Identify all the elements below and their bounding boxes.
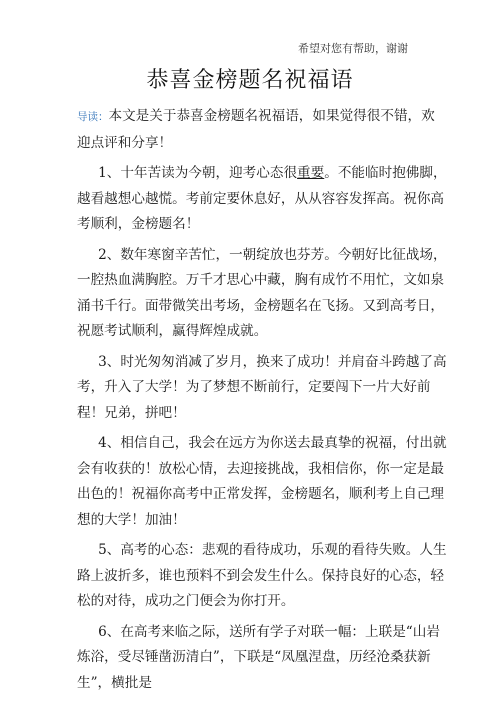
intro-text: 本文是关于恭喜金榜题名祝福语，如果觉得很不错，欢迎点评和分享！ — [77, 108, 435, 151]
paragraph-1-text-after: 。不能临时抱佛脚，越看越想心越慌。考前定要休息好，从从容容发挥高。祝你高考顺利，金榜题名！ — [77, 165, 447, 232]
header-note: 希望对您有帮助，谢谢 — [298, 42, 408, 55]
paragraph-1 — [77, 161, 447, 238]
paragraph-1-text-before: 1、十年苦读为今朝，迎考心态很 — [98, 165, 298, 181]
underlined-link-text[interactable]: 重要 — [297, 165, 325, 181]
paragraph-3: 3、时光匆匆消减了岁月，换来了成功！并肩奋斗跨越了高考，升入了大学！为了梦想不断前行，定要闯下一片大好前程！兄弟，拼吧！ — [77, 353, 447, 421]
paragraph-4: 4、相信自己，我会在远方为你送去最真挚的祝福，付出就会有收获的！放松心情，去迎接挑战，我相信你，你一定是最出色的！祝福你高考中正常发挥，金榜题名，顺利考上自己理想的大学！加油！ — [77, 435, 447, 528]
intro-label: 导读： — [77, 111, 109, 123]
paragraph-5: 5、高考的心态：悲观的看待成功，乐观的看待失败。人生路上波折多，谁也预料不到会发生什么。保持良好的心态，轻松的对待，成功之门便会为你打开。 — [77, 542, 447, 609]
paragraph-2: 2、数年寒窗辛苦忙，一朝绽放也芬芳。今朝好比征战场，一腔热血满胸腔。万千才思心中藏，胸有成竹不用忙，文如泉涌书千行。面带微笑出考场，金榜题名在飞扬。又到高考日，祝愿考试顺利，赢得辉煌成就。 — [77, 246, 447, 339]
paragraph-6: 6、在高考来临之际，送所有学子对联一幅：上联是“山岩炼浴，受尽锤凿沥清白”，下联是“凤凰涅盘，历经沧桑获新生”，横批是 — [77, 623, 440, 691]
document-body — [77, 104, 447, 701]
document-title: 恭喜金榜题名祝福语 — [146, 68, 354, 93]
intro-paragraph — [77, 104, 447, 156]
